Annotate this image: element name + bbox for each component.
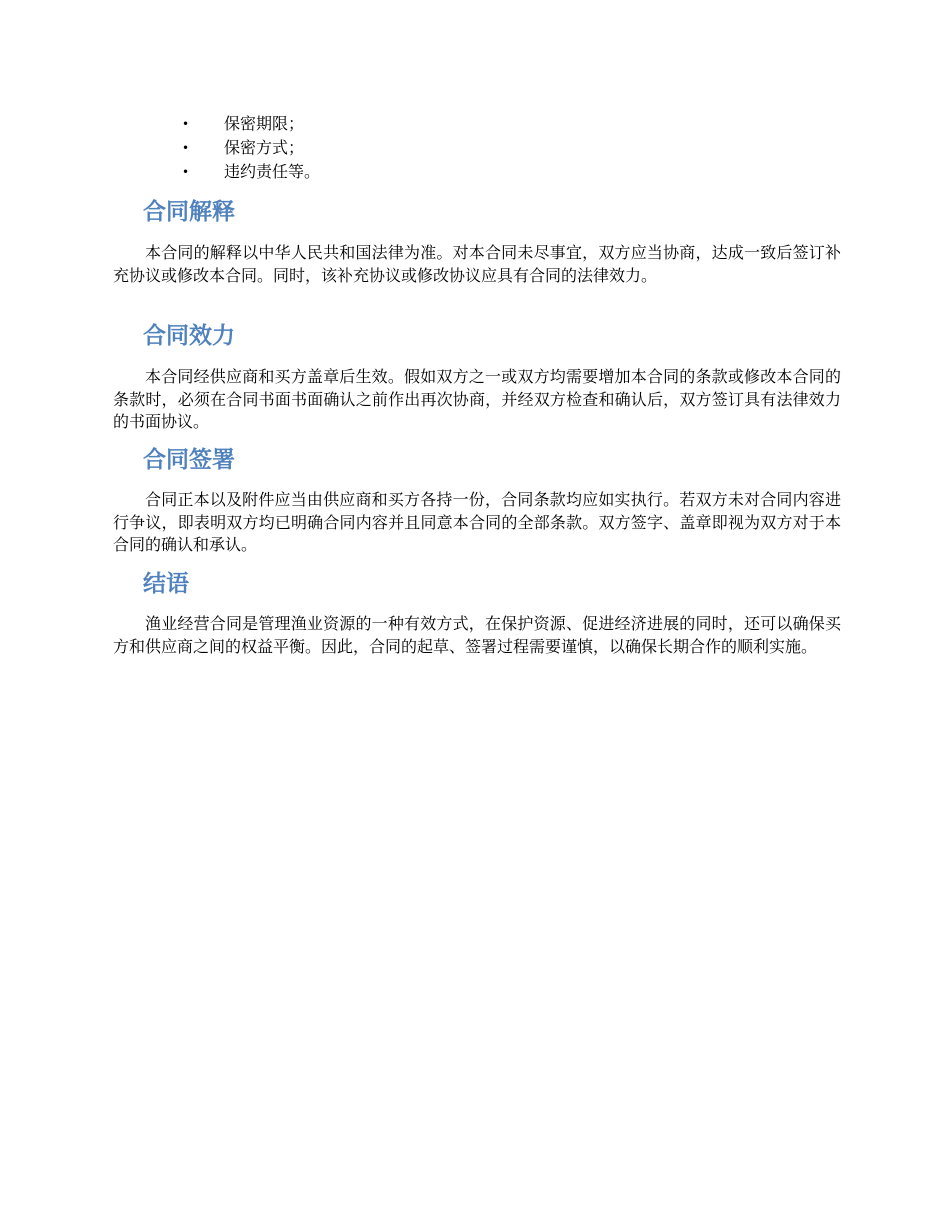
section-body-signing: 合同正本以及附件应当由供应商和买方各持一份，合同条款均应如实执行。若双方未对合同内容进行争议，即表明双方均已明确合同内容并且同意本合同的全部条款。双方签字、盖章即视为双方对于本合同的确认和承认。 <box>113 490 841 554</box>
section-body-conclusion: 渔业经营合同是管理渔业资源的一种有效方式，在保护资源、促进经济进展的同时，还可以确保买方和供应商之间的权益平衡。因此，合同的起草、签署过程需要谨慎，以确保长期合作的顺利实施。 <box>113 614 841 656</box>
bullet-list <box>0 112 950 184</box>
section-heading-interpretation: 合同解释 <box>143 199 235 225</box>
section-body-interpretation: 本合同的解释以中华人民共和国法律为准。对本合同未尽事宜，双方应当协商，达成一致后签订补充协议或修改本合同。同时，该补充协议或修改协议应具有合同的法律效力。 <box>113 243 841 285</box>
list-item <box>0 160 950 184</box>
bullet-text: 违约责任等。 <box>224 162 321 181</box>
section-body-effectiveness: 本合同经供应商和买方盖章后生效。假如双方之一或双方均需要增加本合同的条款或修改本合同的条款时，必须在合同书面书面确认之前作出再次协商，并经双方检查和确认后，双方签订具有法律效力的书面协议。 <box>113 367 841 431</box>
list-item <box>0 136 950 160</box>
bullet-icon: • <box>182 117 190 131</box>
bullet-text: 保密期限； <box>224 114 305 133</box>
bullet-icon: • <box>182 165 190 179</box>
section-heading-effectiveness: 合同效力 <box>143 323 235 349</box>
bullet-text: 保密方式； <box>224 138 305 157</box>
list-item <box>0 112 950 136</box>
section-heading-signing: 合同签署 <box>143 447 235 473</box>
section-heading-conclusion: 结语 <box>143 571 189 597</box>
bullet-icon: • <box>182 141 190 155</box>
